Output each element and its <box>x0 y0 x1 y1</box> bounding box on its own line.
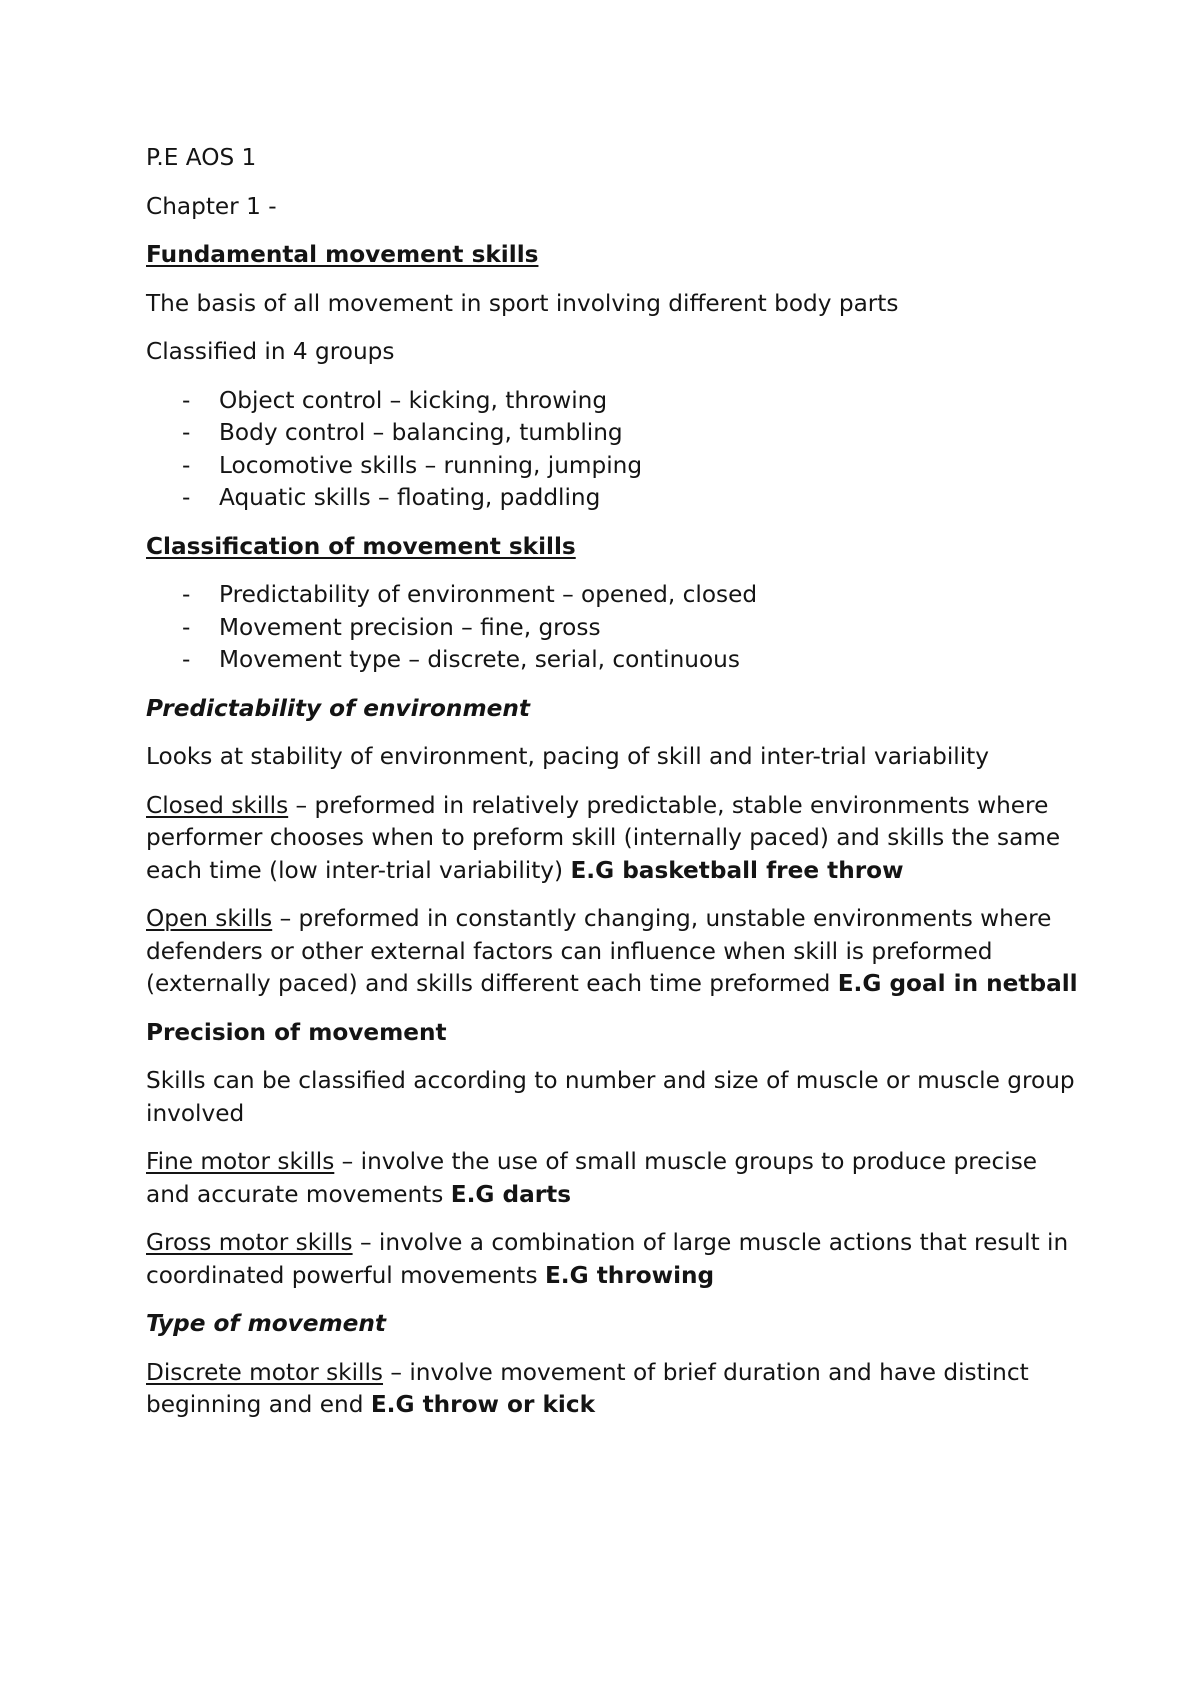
definition-text: – involve the use of small muscle groups to produce precise and accurate movements <box>146 1148 1038 1208</box>
term-fine-motor-skills: Fine motor skills <box>146 1148 335 1175</box>
example-text: E.G darts <box>450 1180 572 1208</box>
list-item <box>146 450 1081 483</box>
document-page <box>146 142 1081 1438</box>
example-text: E.G goal in netball <box>837 970 1078 997</box>
paragraph-classified: Classified in 4 groups <box>146 338 395 365</box>
definition-text: – preformed in constantly changing, unstable environments where defenders or other external factors can influence when skill is preformed (externally paced) and skills different each time preformed <box>146 905 1052 997</box>
heading-precision <box>146 1017 1081 1050</box>
dash-bullet: - <box>182 646 191 673</box>
heading-text: Classification of movement skills <box>146 532 576 560</box>
list-item <box>146 417 1081 450</box>
heading-predictability <box>146 693 1081 726</box>
paragraph-discrete-motor <box>146 1357 1081 1422</box>
heading-fundamental-movement-skills <box>146 239 1081 272</box>
list-item-text: Locomotive skills – running, jumping <box>219 451 643 479</box>
definition-text: – involve movement of brief duration and have distinct beginning and end <box>146 1358 1029 1418</box>
paragraph-stability: Looks at stability of environment, pacing of skill and inter-trial variability <box>146 743 989 770</box>
term-open-skills: Open skills <box>146 905 273 932</box>
paragraph-gross-motor <box>146 1227 1081 1292</box>
dash-bullet: - <box>182 484 191 511</box>
paragraph-fine-motor <box>146 1146 1081 1211</box>
list-item-text: Object control – kicking, throwing <box>219 386 608 414</box>
list-item <box>146 644 1081 677</box>
definition-text: – involve a combination of large muscle actions that result in coordinated powerful movements <box>146 1229 1069 1289</box>
document-title: P.E AOS 1 <box>146 144 257 171</box>
dash-bullet: - <box>182 386 191 414</box>
dash-bullet: - <box>182 419 191 446</box>
list-item-text: Movement type – discrete, serial, continuous <box>219 646 740 673</box>
heading-text: Precision of movement <box>146 1018 447 1046</box>
term-discrete-motor-skills: Discrete motor skills <box>146 1358 384 1386</box>
chapter-label: Chapter 1 - <box>146 192 277 220</box>
heading-type-of-movement <box>146 1308 1081 1341</box>
paragraph-basis: The basis of all movement in sport involving different body parts <box>146 289 899 317</box>
list-item-text: Predictability of environment – opened, closed <box>219 581 758 608</box>
list-item-text: Aquatic skills – floating, paddling <box>219 484 601 511</box>
list-item <box>146 579 1081 612</box>
dash-bullet: - <box>182 613 191 641</box>
term-closed-skills: Closed skills <box>146 791 289 819</box>
dash-bullet: - <box>182 581 191 608</box>
heading-text: Type of movement <box>146 1310 386 1337</box>
list-item <box>146 612 1081 645</box>
list-item-text: Movement precision – fine, gross <box>219 613 601 641</box>
list-classification <box>146 579 1081 677</box>
heading-text: Predictability of environment <box>146 694 530 722</box>
list-item-text: Body control – balancing, tumbling <box>219 419 623 446</box>
example-text: E.G basketball free throw <box>570 856 904 884</box>
paragraph-muscle-groups: Skills can be classified according to number and size of muscle or muscle group involved <box>146 1067 1075 1127</box>
list-item <box>146 385 1081 418</box>
example-text: E.G throwing <box>544 1261 715 1289</box>
term-gross-motor-skills: Gross motor skills <box>146 1229 353 1256</box>
heading-text: Fundamental movement skills <box>146 241 539 268</box>
heading-classification <box>146 531 1081 564</box>
list-item <box>146 482 1081 515</box>
example-text: E.G throw or kick <box>370 1391 595 1418</box>
definition-text: – preformed in relatively predictable, stable environments where performer chooses when to preform skill (internally paced) and skills the same each time (low inter-trial variability) <box>146 791 1061 884</box>
paragraph-closed-skills <box>146 790 1081 888</box>
dash-bullet: - <box>182 451 191 479</box>
list-skill-groups <box>146 385 1081 515</box>
paragraph-open-skills <box>146 903 1081 1001</box>
